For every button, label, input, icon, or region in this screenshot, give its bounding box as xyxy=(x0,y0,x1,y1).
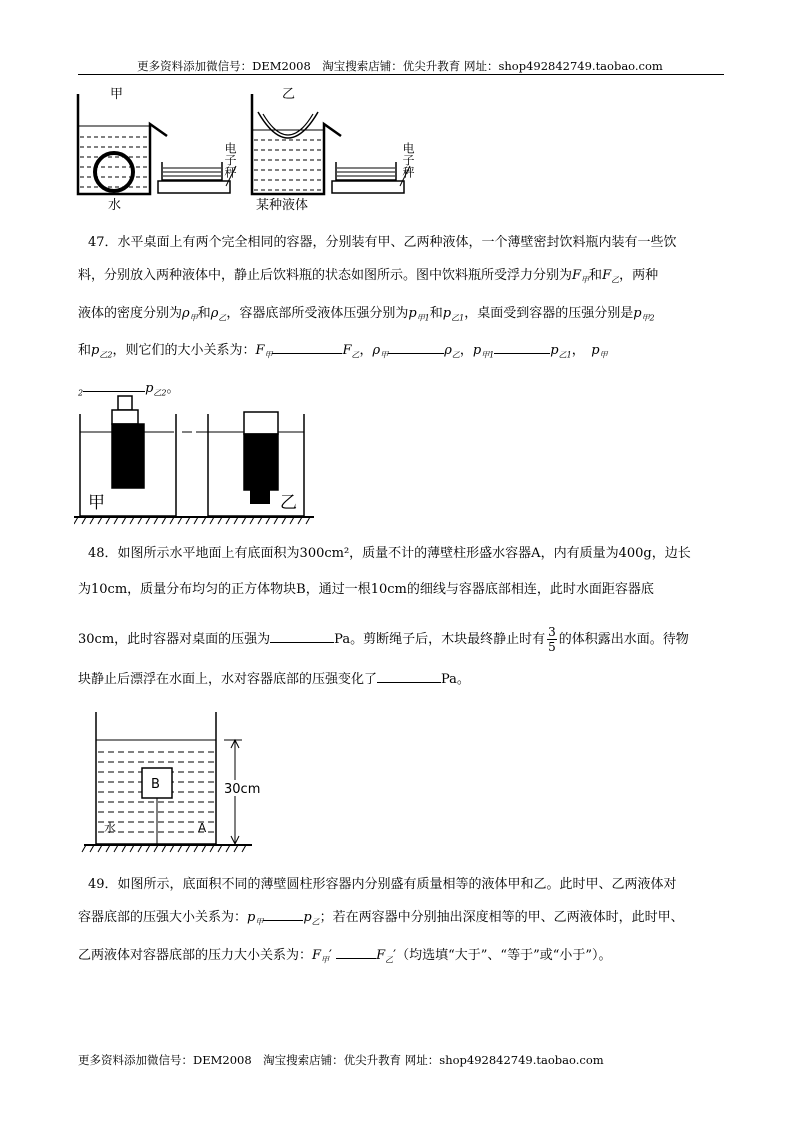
q47-line3b: ，容器底部所受液体压强分别为 xyxy=(226,305,409,321)
header-rule xyxy=(78,74,724,75)
container-left-outline xyxy=(78,94,167,194)
q49-line3a: 乙两液体对容器底部的压力大小关系为： xyxy=(78,947,313,963)
figure1-label-water: 水 xyxy=(108,198,122,213)
q48-line4a: 块静止后漂浮在水面上，水对容器底部的压强变化了 xyxy=(78,672,378,687)
answer-blank[interactable] xyxy=(272,339,342,354)
answer-blank[interactable] xyxy=(83,377,145,392)
q48-line3c: 的体积露出水面。待物 xyxy=(558,632,689,647)
scale-right xyxy=(332,181,404,193)
figure1-label-yi: 乙 xyxy=(282,87,296,102)
answer-blank[interactable] xyxy=(263,906,303,921)
q48-line3b: Pa。剪断绳子后，木块最终静止时有 xyxy=(334,632,546,647)
q47-line4a: ，则它们的大小关系为： xyxy=(112,343,256,359)
scale-label-left: 电子秤 xyxy=(223,142,237,178)
block-b-label: B xyxy=(151,777,160,792)
ring-object xyxy=(95,153,133,191)
q49-line3b: （均选填“大于”、“等于”或“小于”）。 xyxy=(396,947,612,963)
q48-line1: 如图所示水平地面上有底面积为300cm²，质量不计的薄壁柱形盛水容器A，内有质量为400g，边长 xyxy=(117,546,691,561)
q49-line2a: 容器底部的压强大小关系为： xyxy=(78,910,248,925)
q47-line2a: 料，分别放入两种液体中，静止后饮料瓶的状态如图所示。图中饮料瓶所受浮力分别为 xyxy=(78,268,573,283)
figure-block-in-water xyxy=(80,708,280,858)
q48-number: 48． xyxy=(88,546,118,561)
answer-blank[interactable] xyxy=(494,339,550,354)
page-header: 更多资料添加微信号：DEM2008 淘宝搜索店铺：优尖升教育 网址：shop492842749.taobao.com xyxy=(137,59,663,73)
page-footer: 更多资料添加微信号：DEM2008 淘宝搜索店铺：优尖升教育 网址：shop492842749.taobao.com xyxy=(78,1053,604,1067)
q49-number: 49． xyxy=(88,877,118,892)
answer-blank[interactable] xyxy=(270,628,334,643)
water-label: 水 xyxy=(104,821,117,835)
bottle-right xyxy=(244,434,278,490)
q47-number: 47． xyxy=(88,235,118,250)
figure-floating-bottles xyxy=(74,392,324,530)
q47-line1: 水平桌面上有两个完全相同的容器，分别装有甲、乙两种液体，一个薄壁密封饮料瓶内装有一些饮 xyxy=(117,235,677,250)
answer-blank[interactable] xyxy=(377,668,441,683)
q48-line3a: 30cm，此时容器对桌面的压强为 xyxy=(78,632,271,647)
answer-blank[interactable] xyxy=(336,944,376,959)
figure-containers-with-scales xyxy=(70,82,440,214)
q49-line2b: ；若在两容器中分别抽出深度相等的甲、乙两液体时，此时甲、 xyxy=(319,910,684,925)
scale-left xyxy=(158,181,230,193)
q47-line3a: 液体的密度分别为 xyxy=(78,305,183,321)
figure1-label-jia: 甲 xyxy=(110,87,124,102)
bottle-left xyxy=(112,424,144,488)
bowl-object xyxy=(258,112,318,138)
q48-line4b: Pa。 xyxy=(441,672,470,687)
q48-line2: 为10cm，质量分布均匀的正方体物块B，通过一根10cm的细线与容器底部相连，此时水面距容器底 xyxy=(78,582,654,597)
container-label: A xyxy=(198,821,207,835)
container-right-outline xyxy=(252,94,341,194)
figure2-label-yi: 乙 xyxy=(280,493,297,513)
height-label: 30cm xyxy=(224,782,261,797)
question-49: 49．如图所示，底面积不同的薄壁圆柱形容器内分别盛有质量相等的液体甲和乙。此时甲、乙两液体对 容器底部的压强大小关系为：$p_甲$ $p_乙$；若在两容器中分别抽出深度相等的甲、乙两液体时，此时甲、 乙两液体对容器底部的压力大小关系为：$F_甲'$ $F_乙'$（均选填“大于”、“等于”或“小于”）。 xyxy=(78,877,684,965)
figure2-label-jia: 甲 xyxy=(88,493,105,513)
q47-line3c: ，桌面受到容器的压强分别是 xyxy=(464,305,634,321)
question-48 xyxy=(78,536,728,698)
scale-label-right: 电子秤 xyxy=(401,142,415,178)
figure1-label-liquid: 某种液体 xyxy=(256,198,309,213)
fraction-three-fifths: $\frac{3}{5}$ xyxy=(548,625,556,654)
q47-line2b: ，两种 xyxy=(619,268,659,283)
question-47: 47．水平桌面上有两个完全相同的容器，分别装有甲、乙两种液体，一个薄壁密封饮料瓶内装有一些饮 料，分别放入两种液体中，静止后饮料瓶的状态如图所示。图中饮料瓶所受浮力分别为$F_甲$和$F_乙$，两种 液体的密度分别为$\rho_甲$和$\rho_乙$，容器底部所受液体压强分别为$p_{甲1}$和$p_{乙1}$，桌面受到容器的压强分别是$p_{甲2}$ 和$p_{乙2}$，则它们的大小关系为：$F_甲$ $F_乙$，$\rho_甲$ $\rho_乙$，$p_{甲1}$ $p_{乙1}$， $p_甲$ $_2$ $p_{乙2}$。 xyxy=(78,235,677,398)
answer-blank[interactable] xyxy=(388,339,444,354)
q49-line1: 如图所示，底面积不同的薄壁圆柱形容器内分别盛有质量相等的液体甲和乙。此时甲、乙两液体对 xyxy=(117,877,677,892)
